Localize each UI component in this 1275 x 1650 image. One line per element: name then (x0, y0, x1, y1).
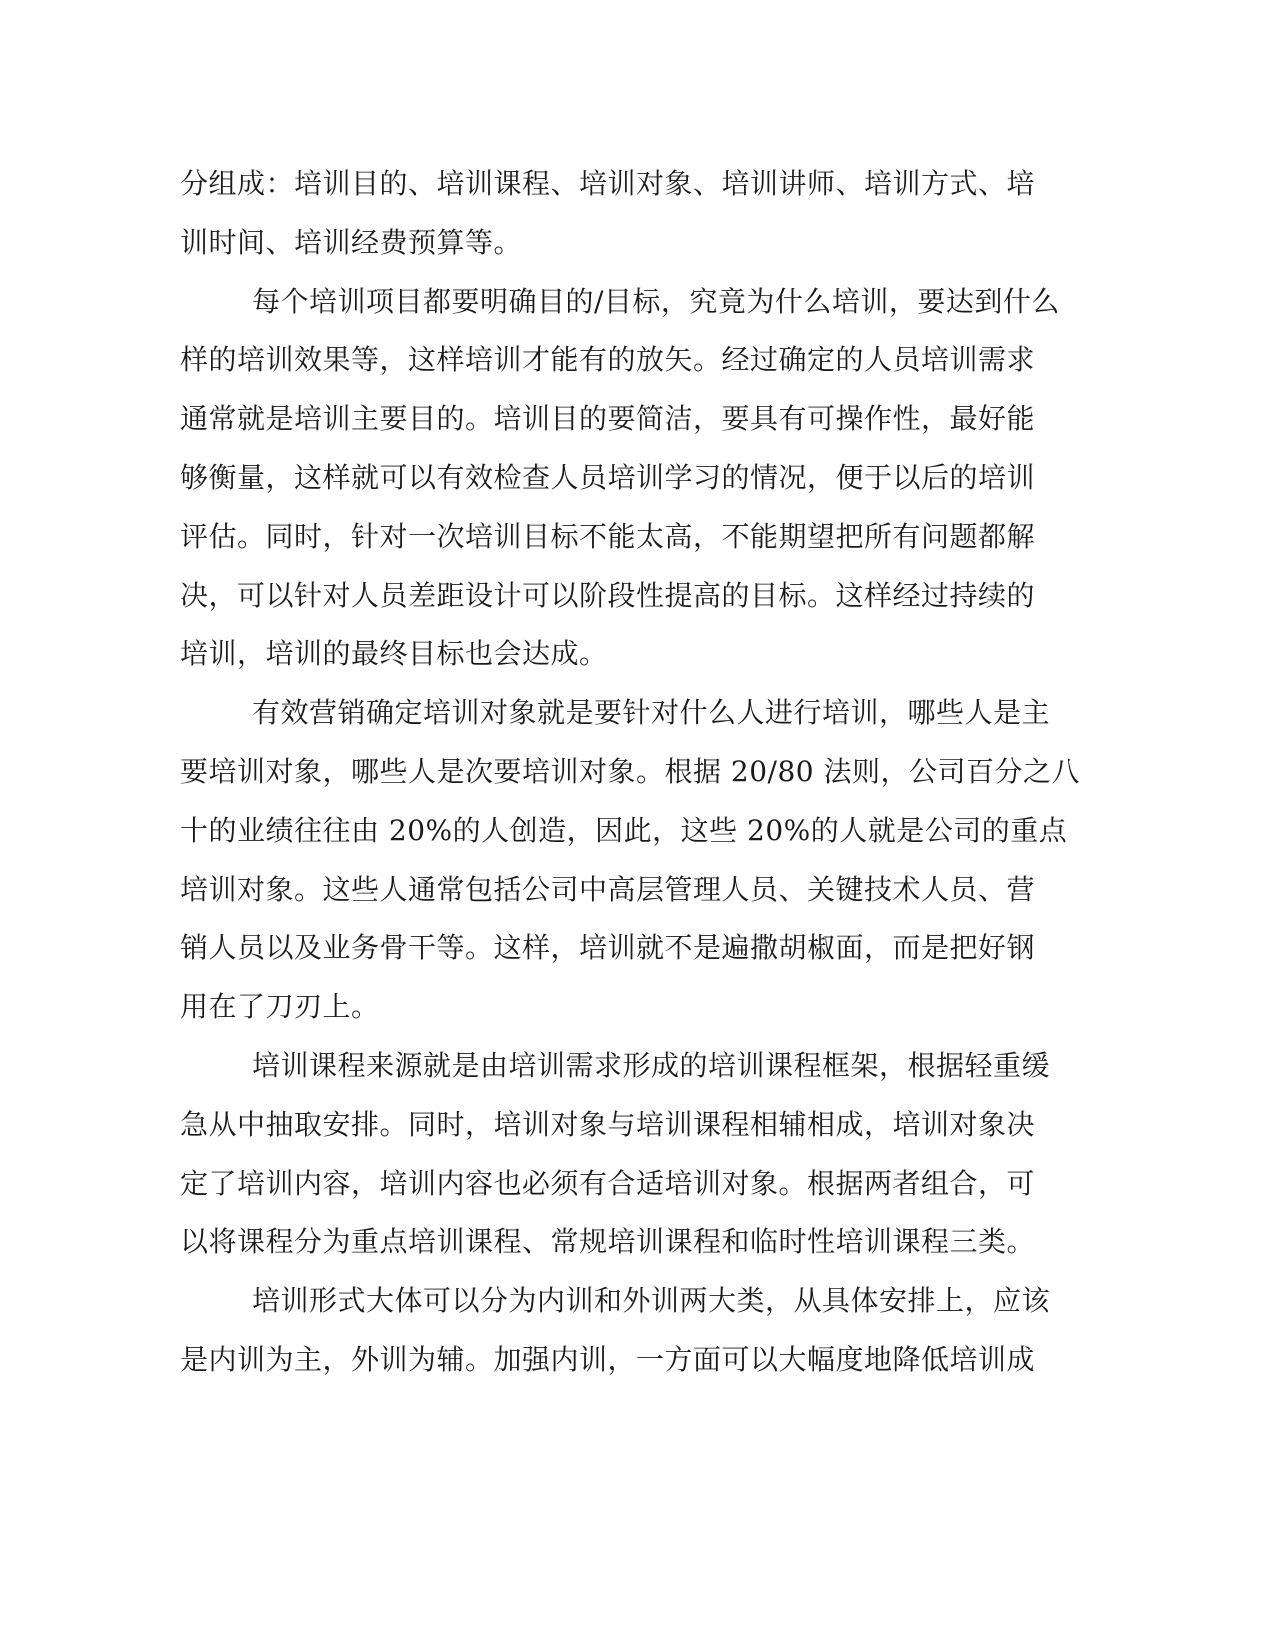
text-line: 每个培训项目都要明确目的/目标，究竟为什么培训，要达到什么 (252, 284, 1060, 318)
text-line: 分组成：培训目的、培训课程、培训对象、培训讲师、培训方式、培 (180, 167, 1036, 200)
text-line: 有效营销确定培训对象就是要针对什么人进行培训，哪些人是主 (252, 696, 1051, 730)
body-text (180, 155, 1080, 1390)
text-line: 用在了刀刃上。 (180, 990, 380, 1024)
paragraph-4 (180, 1037, 1051, 1272)
text-line: 是内训为主，外训为辅。加强内训，一方面可以大幅度地降低培训成 (180, 1342, 1036, 1376)
paragraph-3 (180, 684, 1080, 1037)
text-line: 培训对象。这些人通常包括公司中高层管理人员、关键技术人员、营 (180, 872, 1036, 906)
text-line: 培训形式大体可以分为内训和外训两大类，从具体安排上，应该 (252, 1284, 1051, 1318)
text-line: 培训课程来源就是由培训需求形成的培训课程框架，根据轻重缓 (252, 1048, 1051, 1082)
paragraph-5 (180, 1272, 1051, 1390)
text-line: 销人员以及业务骨干等。这样，培训就不是遍撒胡椒面，而是把好钢 (180, 931, 1036, 965)
text-line: 培训，培训的最终目标也会达成。 (180, 637, 608, 671)
text-line: 样的培训效果等，这样培训才能有的放矢。经过确定的人员培训需求 (180, 343, 1036, 377)
text-line: 通常就是培训主要目的。培训目的要简洁，要具有可操作性，最好能 (180, 402, 1036, 436)
text-line: 训时间、培训经费预算等。 (180, 225, 523, 259)
text-line: 决，可以针对人员差距设计可以阶段性提高的目标。这样经过持续的 (180, 578, 1036, 612)
paragraph-1 (180, 155, 1040, 273)
text-line: 十的业绩往往由 20%的人创造，因此，这些 20%的人就是公司的重点 (180, 813, 1068, 847)
text-line: 够衡量，这样就可以有效检查人员培训学习的情况，便于以后的培训 (180, 460, 1036, 494)
text-line: 定了培训内容，培训内容也必须有合适培训对象。根据两者组合，可 (180, 1166, 1036, 1200)
text-line: 急从中抽取安排。同时，培训对象与培训课程相辅相成，培训对象决 (180, 1107, 1036, 1141)
paragraph-2 (180, 273, 1060, 685)
text-line: 以将课程分为重点培训课程、常规培训课程和临时性培训课程三类。 (180, 1225, 1036, 1259)
text-line: 要培训对象，哪些人是次要培训对象。根据 20/80 法则，公司百分之八 (180, 754, 1080, 788)
text-line: 评估。同时，针对一次培训目标不能太高，不能期望把所有问题都解 (180, 519, 1036, 553)
